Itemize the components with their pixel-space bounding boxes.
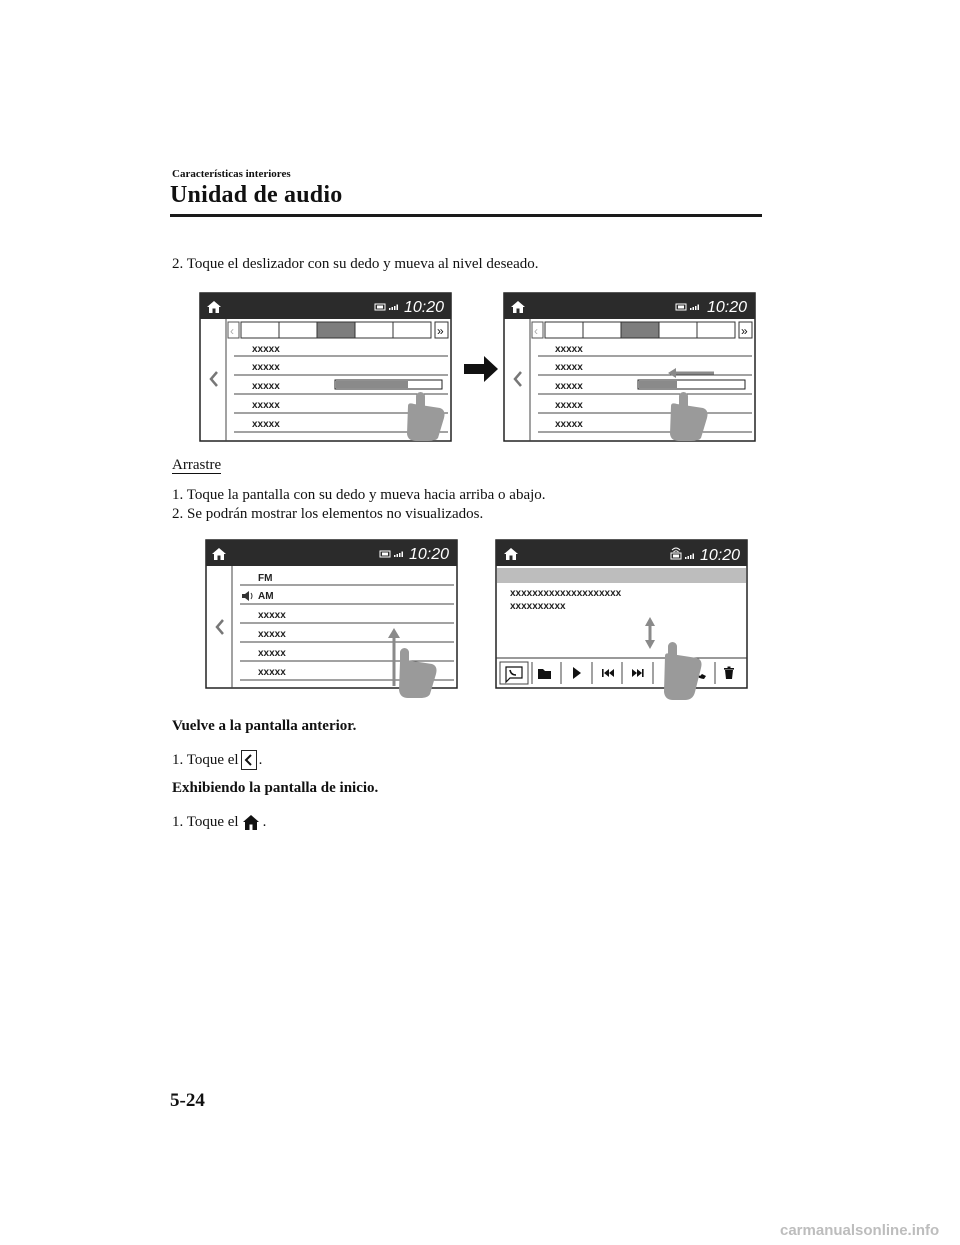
list-item: xxxxx xyxy=(252,381,280,392)
message-line-2: xxxxxxxxxx xyxy=(510,601,566,612)
back-step-suffix: . xyxy=(258,752,263,768)
clock-text: 10:20 xyxy=(707,299,748,316)
back-heading: Vuelve a la pantalla anterior. xyxy=(172,718,357,734)
level-slider-fill xyxy=(639,381,677,388)
list-item: xxxxx xyxy=(555,362,583,373)
list-screen xyxy=(206,540,457,698)
section-label: Características interiores xyxy=(172,168,291,180)
home-heading: Exhibiendo la pantalla de inicio. xyxy=(172,780,379,796)
list-item: xxxxx xyxy=(252,362,280,373)
home-step xyxy=(172,812,266,832)
slider-screen-after xyxy=(504,293,755,441)
page-number: 5-24 xyxy=(170,1090,205,1111)
back-step xyxy=(172,750,262,770)
slider-screen-before xyxy=(200,293,451,441)
home-icon xyxy=(241,812,261,832)
clock-text: 10:20 xyxy=(404,299,445,316)
svg-text:»: » xyxy=(741,324,748,338)
drag-step-2: 2. Se podrán mostrar los elementos no visualizados. xyxy=(172,506,484,522)
drag-heading xyxy=(172,457,221,474)
home-step-prefix: 1. Toque el xyxy=(172,814,239,830)
arrow-right-icon xyxy=(464,356,498,382)
back-step-prefix: 1. Toque el xyxy=(172,752,239,768)
list-item: AM xyxy=(258,591,274,602)
list-item: xxxxx xyxy=(258,667,286,678)
back-chevron-icon xyxy=(241,750,257,770)
list-item: xxxxx xyxy=(555,344,583,355)
list-item: xxxxx xyxy=(258,610,286,621)
drag-figure xyxy=(204,538,754,704)
slider-figure xyxy=(198,292,758,444)
drag-step-1: 1. Toque la pantalla con su dedo y mueva hacia arriba o abajo. xyxy=(172,487,546,503)
svg-text:‹: ‹ xyxy=(534,324,538,338)
list-item: xxxxx xyxy=(555,381,583,392)
level-slider-fill xyxy=(336,381,408,388)
message-header-bar xyxy=(497,568,746,583)
page-title: Unidad de audio xyxy=(170,182,343,208)
list-item: FM xyxy=(258,573,273,584)
clock-text: 10:20 xyxy=(409,546,450,563)
drag-heading-text: Arrastre xyxy=(172,457,222,473)
list-item: xxxxx xyxy=(258,648,286,659)
list-item: xxxxx xyxy=(555,419,583,430)
message-screen xyxy=(496,540,747,700)
title-divider xyxy=(170,214,762,217)
list-item: xxxxx xyxy=(252,419,280,430)
list-item: xxxxx xyxy=(555,400,583,411)
svg-text:»: » xyxy=(437,324,444,338)
list-item: xxxxx xyxy=(252,344,280,355)
reply-button[interactable] xyxy=(500,662,528,684)
step-slider-instruction: 2. Toque el deslizador con su dedo y mueva al nivel deseado. xyxy=(172,256,539,272)
message-line-1: xxxxxxxxxxxxxxxxxxxx xyxy=(510,588,622,599)
list-item: xxxxx xyxy=(258,629,286,640)
svg-text:‹: ‹ xyxy=(230,324,234,338)
home-step-suffix: . xyxy=(262,814,267,830)
clock-text: 10:20 xyxy=(700,547,741,564)
watermark: carmanualsonline.info xyxy=(780,1222,940,1239)
list-item: xxxxx xyxy=(252,400,280,411)
